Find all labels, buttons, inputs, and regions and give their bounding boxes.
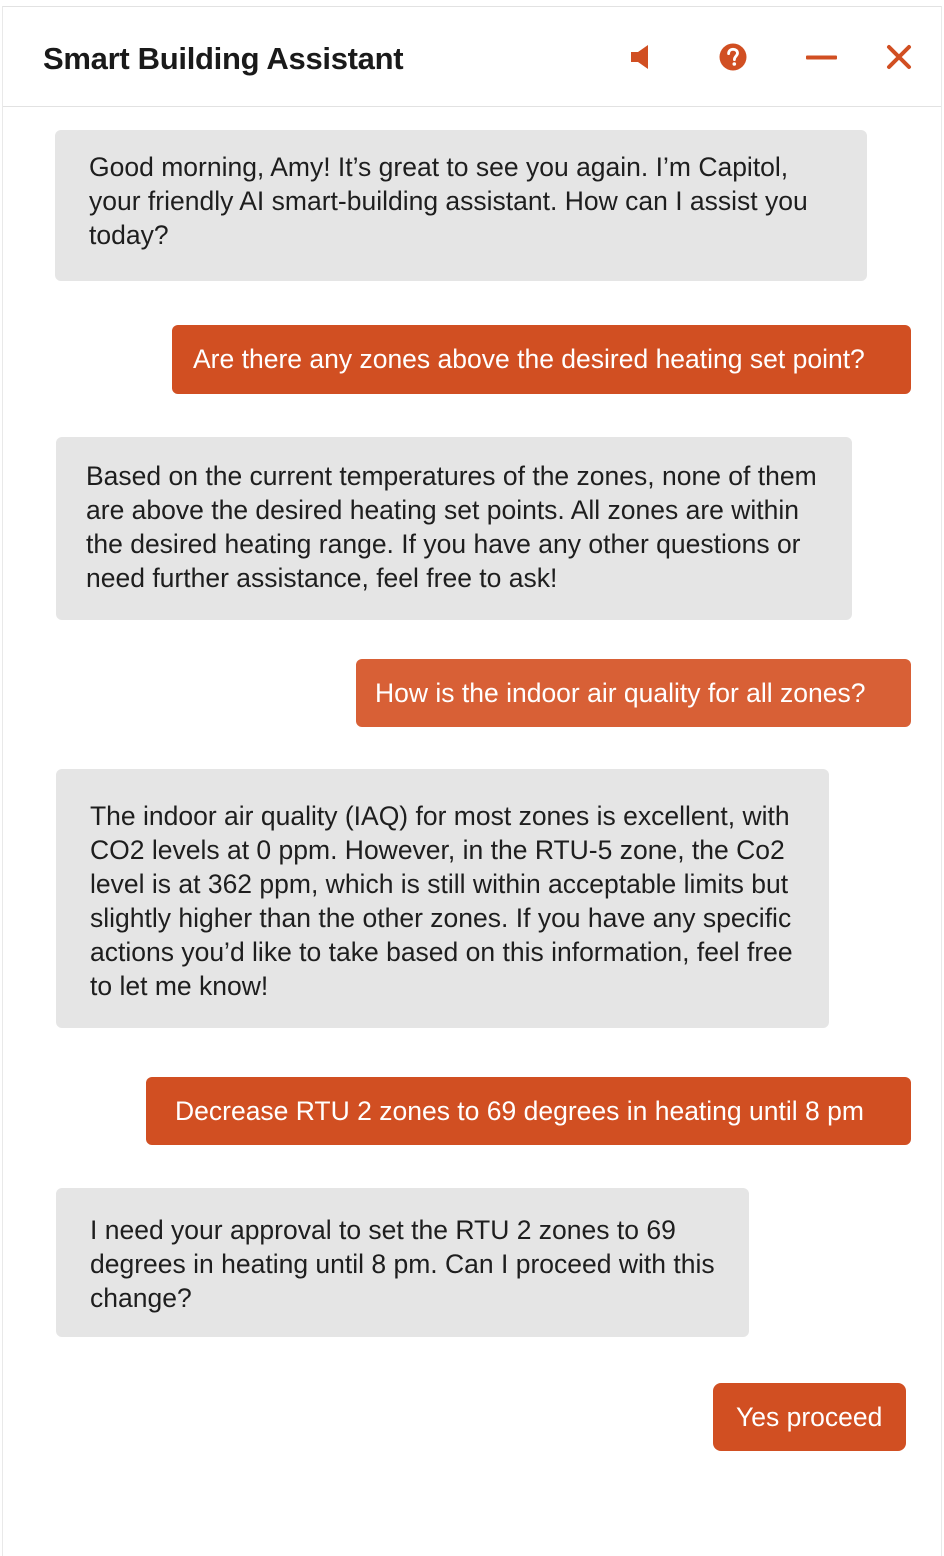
chat-header bbox=[3, 7, 941, 107]
assistant-message: Based on the current temperatures of the zones, none of them are above the desired heating set points. All zones are within the desired heating range. If you have any other questions or need further assistance, feel free to ask! bbox=[56, 437, 852, 620]
assistant-message: Good morning, Amy! It’s great to see you again. I’m Capitol, your friendly AI smart-building assistant. How can I assist you today? bbox=[55, 130, 867, 281]
assistant-message: The indoor air quality (IAQ) for most zones is excellent, with CO2 levels at 0 ppm. However, in the RTU-5 zone, the Co2 level is at 362 ppm, which is still within acceptable limits but slightly higher than the other zones. If you have any specific actions you’d like to take based on this information, feel free to let me know! bbox=[56, 769, 829, 1028]
page-title: Smart Building Assistant bbox=[43, 41, 404, 76]
minimize-icon[interactable] bbox=[803, 39, 839, 75]
user-message: Are there any zones above the desired heating set point? bbox=[172, 325, 911, 394]
speaker-icon[interactable] bbox=[624, 39, 660, 75]
user-message: Decrease RTU 2 zones to 69 degrees in heating until 8 pm bbox=[146, 1077, 911, 1145]
user-message: How is the indoor air quality for all zones? bbox=[356, 659, 911, 727]
yes-proceed-button[interactable]: Yes proceed bbox=[713, 1383, 906, 1451]
help-icon[interactable] bbox=[715, 39, 751, 75]
assistant-message: I need your approval to set the RTU 2 zones to 69 degrees in heating until 8 pm. Can I proceed with this change? bbox=[56, 1188, 749, 1337]
close-icon[interactable] bbox=[881, 39, 917, 75]
